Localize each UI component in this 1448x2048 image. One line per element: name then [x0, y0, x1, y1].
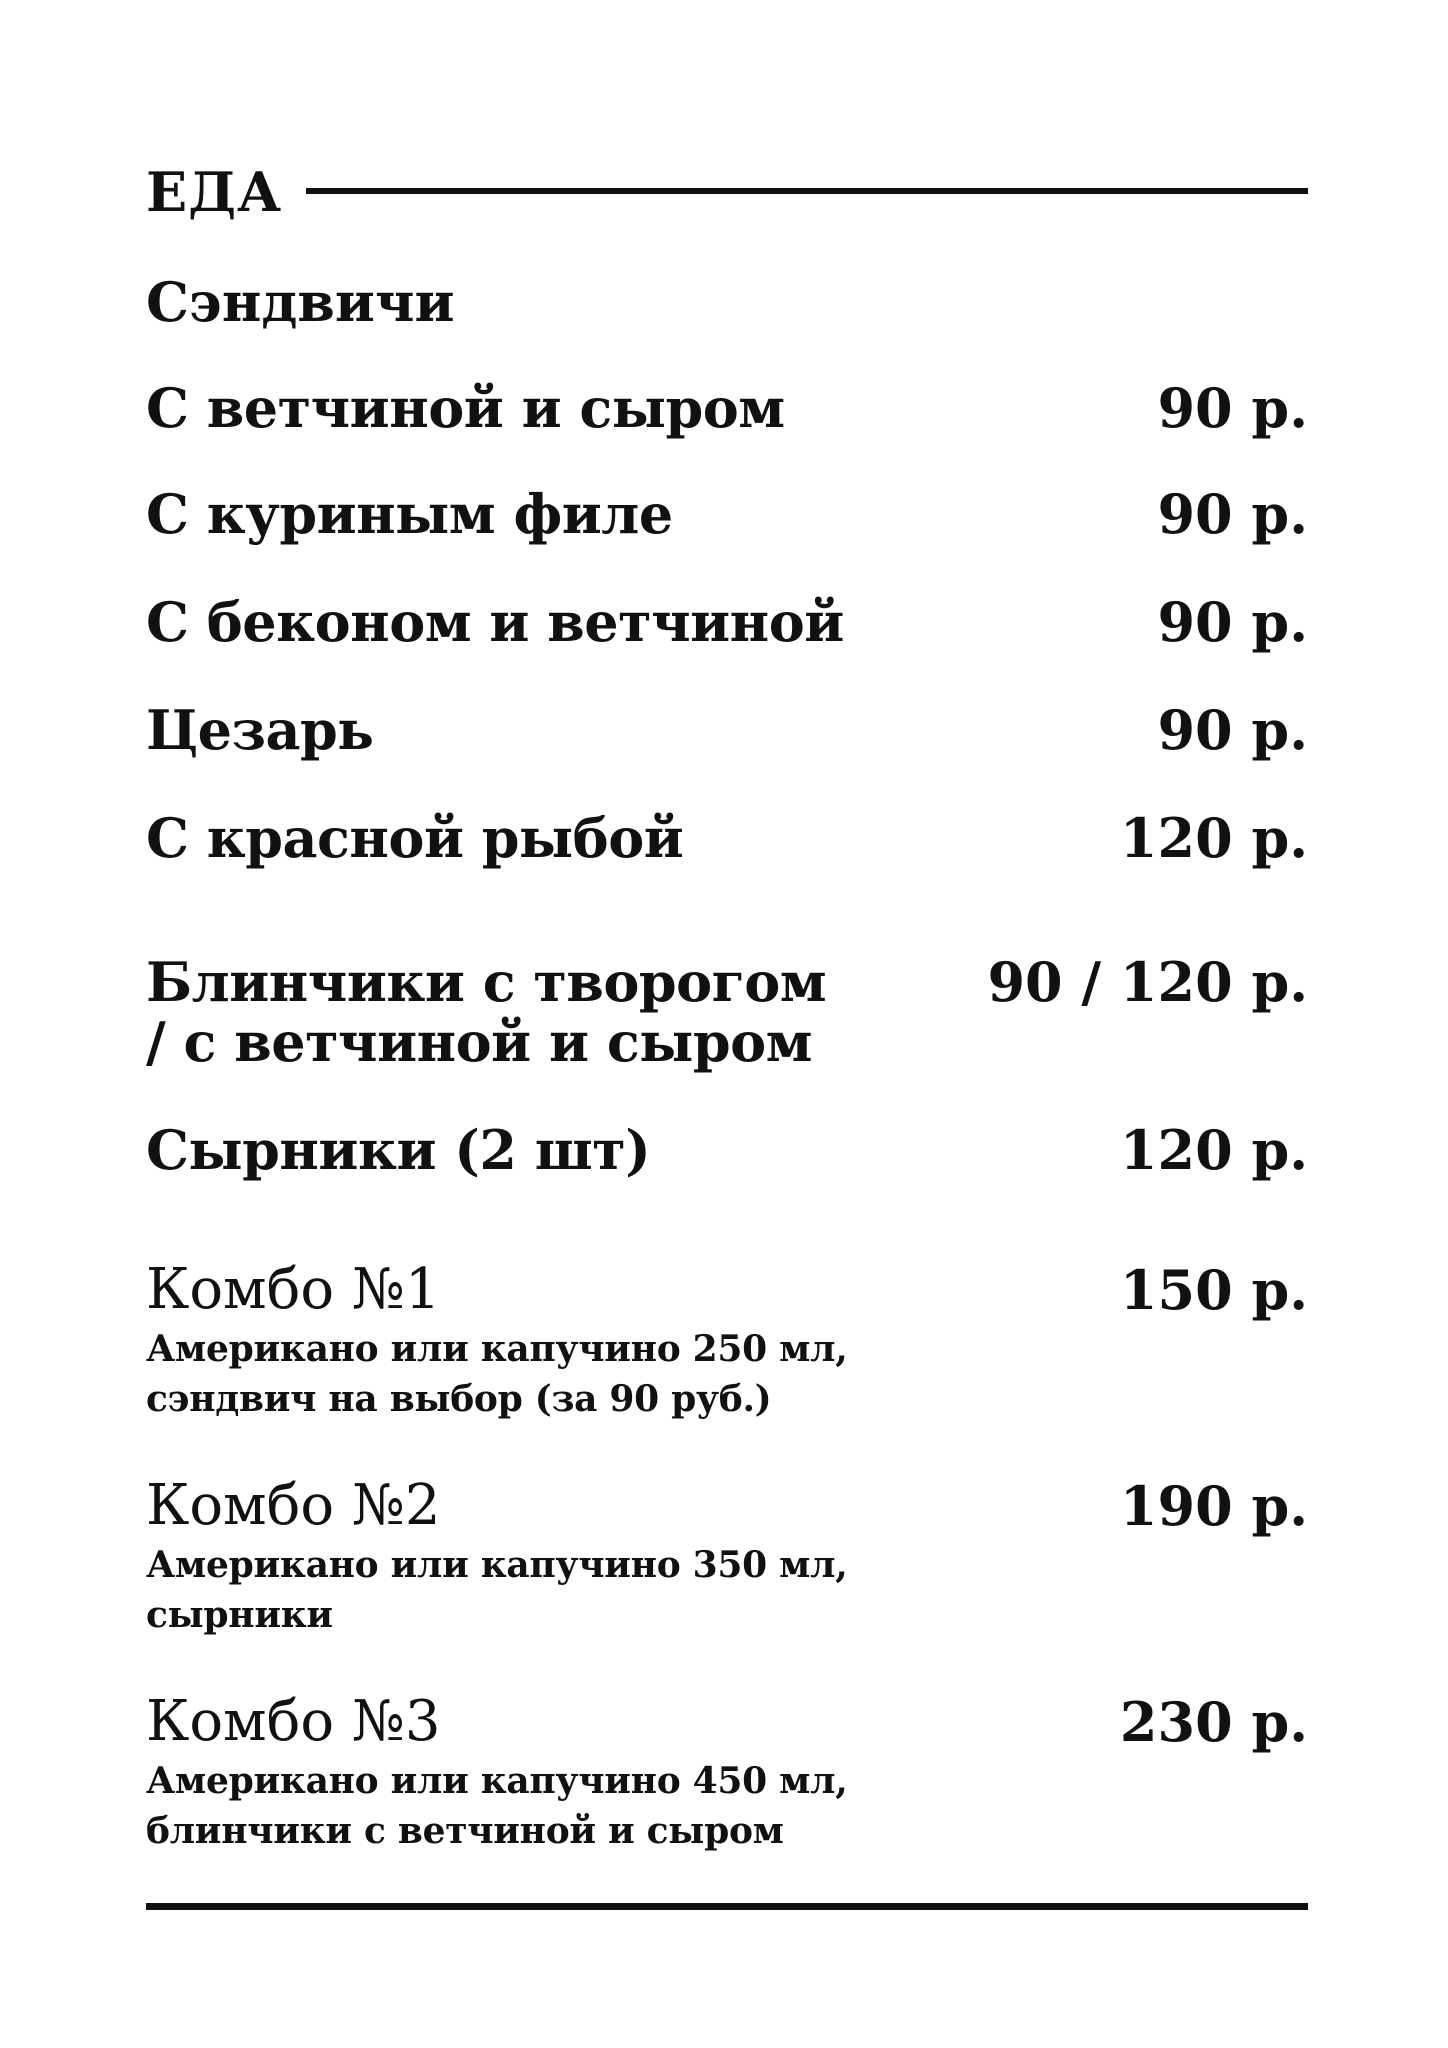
item-name: Блинчики с творогом / с ветчиной и сыром — [146, 950, 827, 1074]
item-price: 90 р. — [1157, 482, 1308, 546]
menu-item — [146, 592, 1308, 652]
combo-description: Американо или капучино 450 мл, блинчики с ветчиной и сыром — [146, 1760, 848, 1852]
menu-item — [146, 484, 1308, 544]
menu-header — [146, 162, 1308, 222]
item-price: 90 р. — [1157, 590, 1308, 654]
item-price: 90 / 120 р. — [987, 950, 1308, 1014]
combo-description: Американо или капучино 250 мл, сэндвич на выбор (за 90 руб.) — [146, 1328, 848, 1420]
combo-name: Комбо №3 — [146, 1689, 441, 1754]
item-name: С куриным филе — [146, 482, 673, 546]
combo-name: Комбо №2 — [146, 1473, 441, 1538]
combo-description: Американо или капучино 350 мл, сырники — [146, 1544, 848, 1636]
item-name: С красной рыбой — [146, 806, 684, 870]
item-name: Цезарь — [146, 698, 374, 762]
item-price: 120 р. — [1119, 1118, 1308, 1182]
menu-item — [146, 808, 1308, 868]
section-title-sandwiches: Сэндвичи — [146, 270, 455, 334]
menu-item — [146, 378, 1308, 438]
item-name: С беконом и ветчиной — [146, 590, 844, 654]
item-price: 120 р. — [1119, 806, 1308, 870]
footer-divider — [146, 1903, 1308, 1910]
menu-item — [146, 952, 1308, 1072]
item-price: 90 р. — [1157, 698, 1308, 762]
page-title: ЕДА — [146, 160, 283, 224]
combo-name: Комбо №1 — [146, 1257, 441, 1322]
menu-page — [146, 0, 1308, 2048]
menu-item — [146, 700, 1308, 760]
item-price: 230 р. — [1119, 1690, 1308, 1754]
menu-item — [146, 1120, 1308, 1180]
combo-item — [146, 1257, 1308, 1424]
item-name: Сырники (2 шт) — [146, 1118, 651, 1182]
combo-item — [146, 1689, 1308, 1856]
item-name: С ветчиной и сыром — [146, 376, 785, 440]
combo-item — [146, 1473, 1308, 1640]
header-divider — [306, 188, 1308, 194]
item-price: 150 р. — [1119, 1258, 1308, 1322]
item-price: 190 р. — [1119, 1474, 1308, 1538]
item-price: 90 р. — [1157, 376, 1308, 440]
